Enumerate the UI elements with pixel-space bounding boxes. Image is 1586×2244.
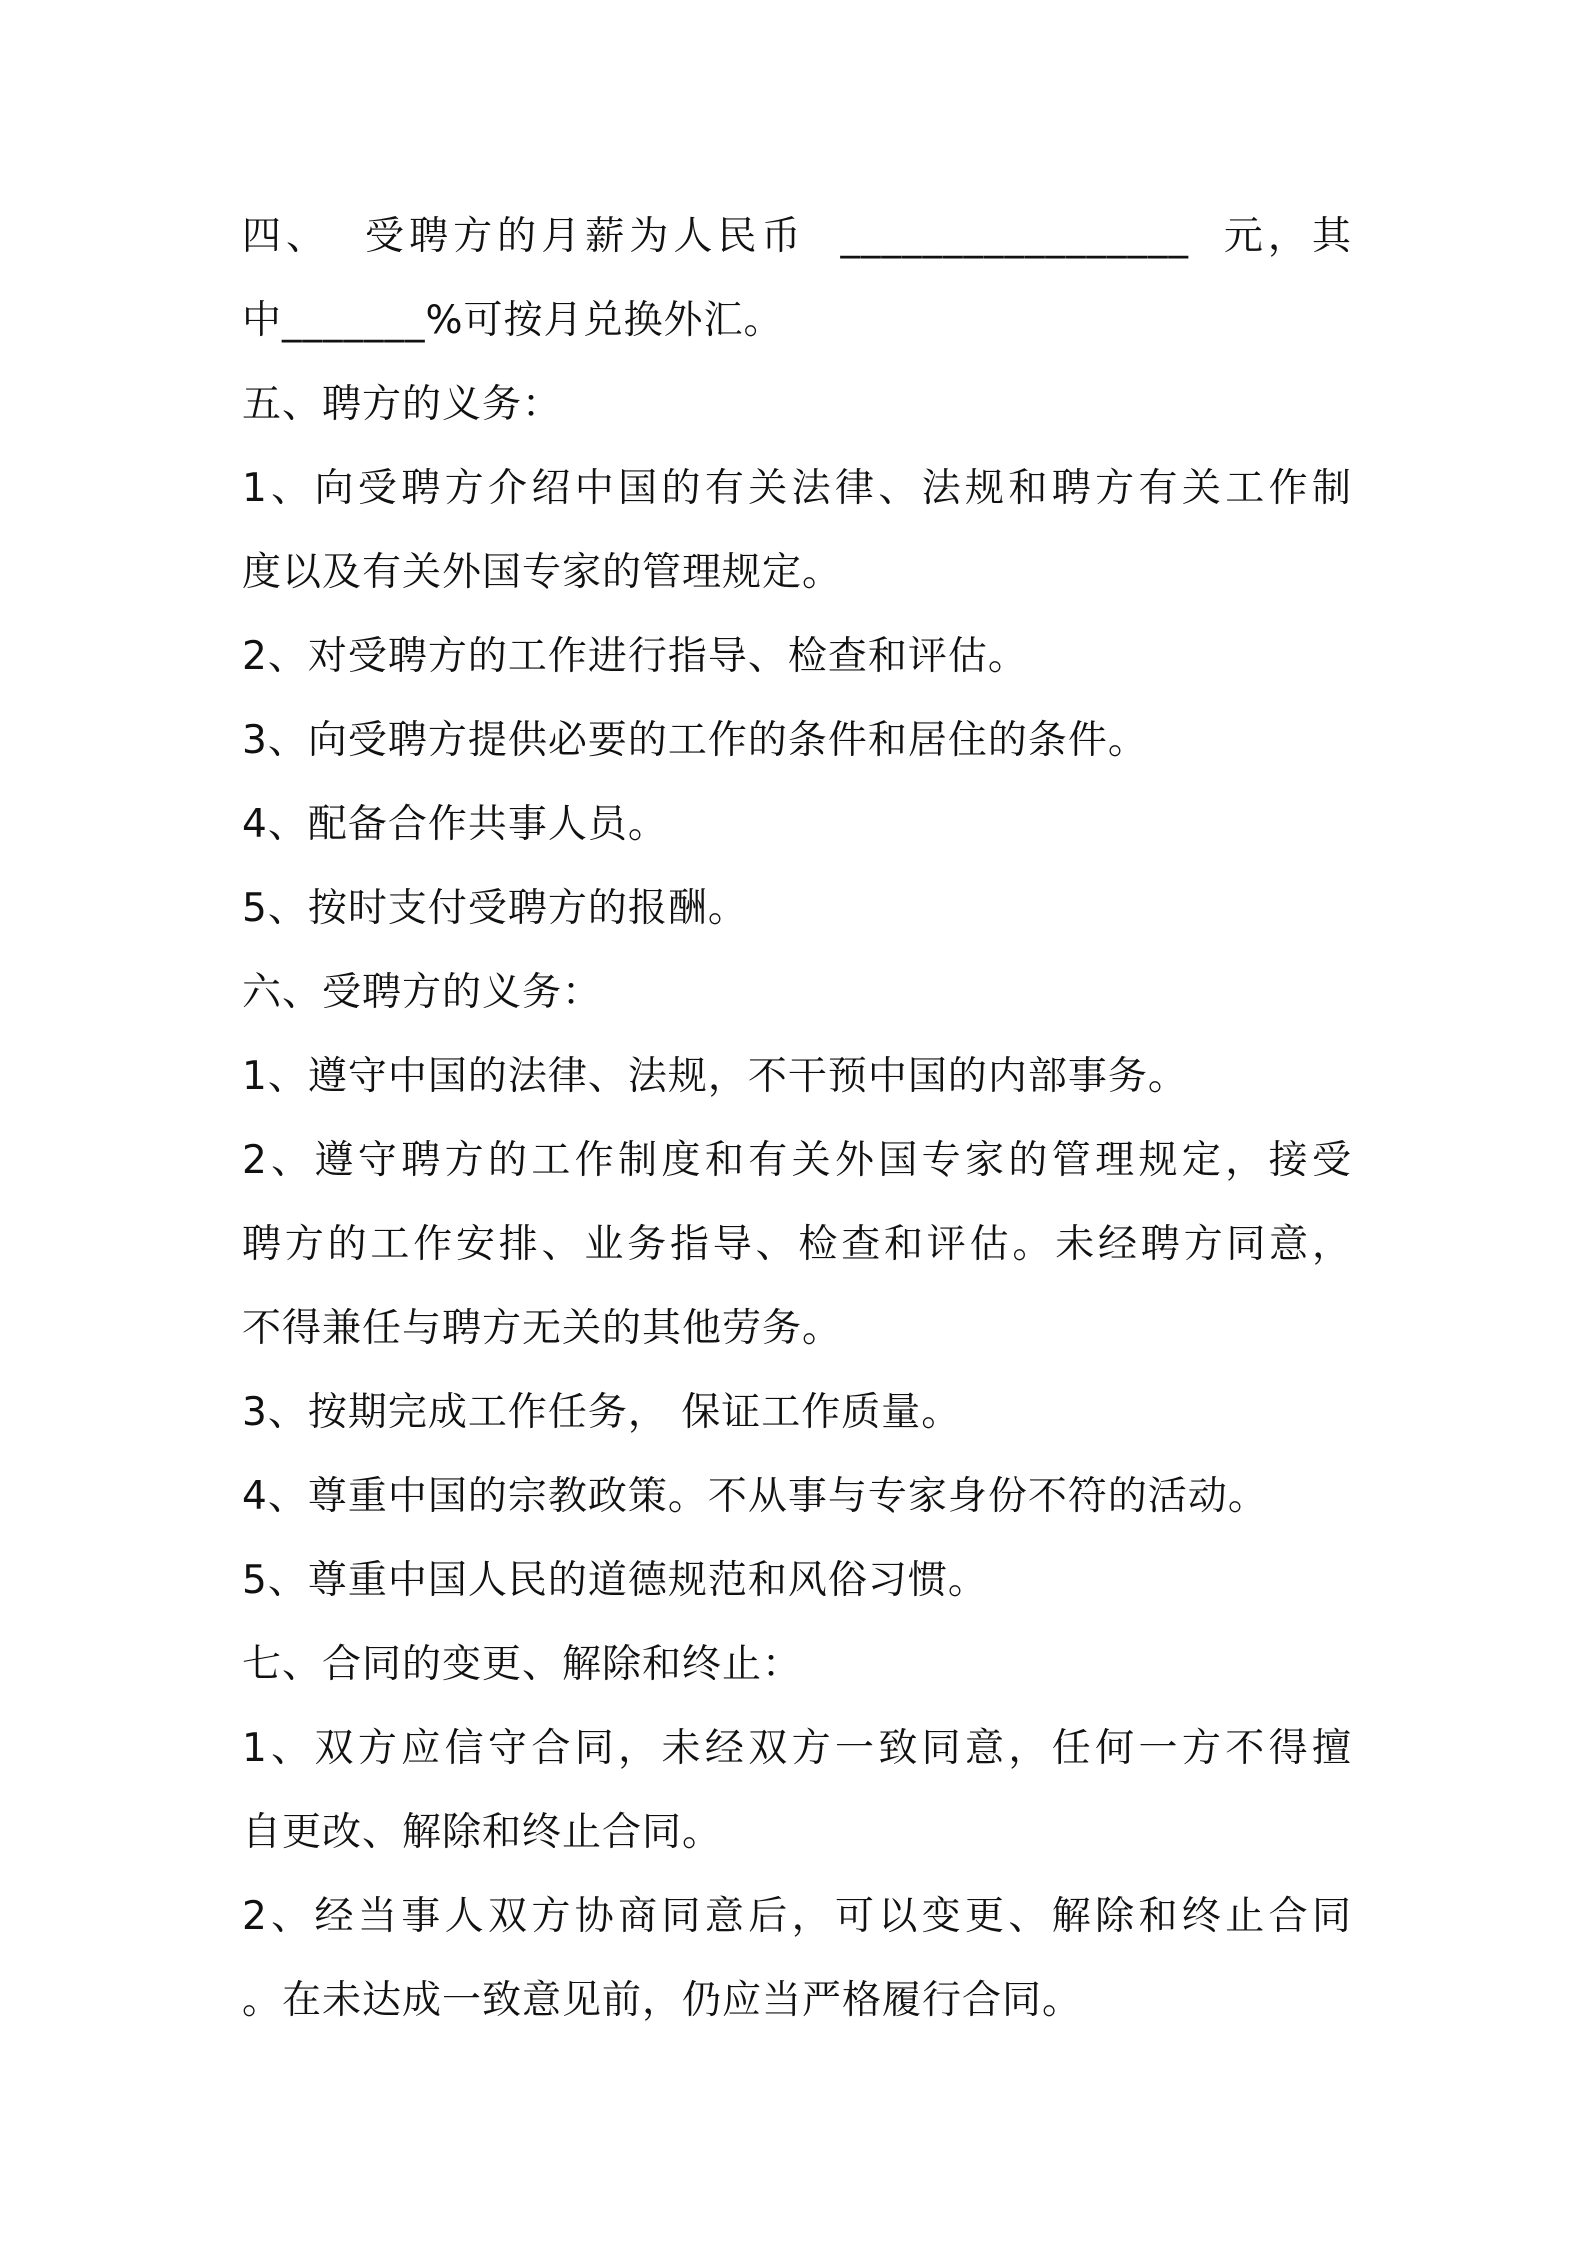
section-5-heading: 五、聘方的义务：: [242, 382, 563, 427]
section-6-item-2-line-1: 2、遵守聘方的工作制度和有关外国专家的管理规定，接受: [242, 1138, 1352, 1183]
section-5-item-4: 4、配备合作共事人员。: [242, 802, 668, 847]
section-6-item-1: 1、遵守中国的法律、法规，不干预中国的内部事务。: [242, 1054, 1188, 1099]
section-5-item-5: 5、按时支付受聘方的报酬。: [242, 886, 748, 931]
section-7-item-1-line-1: 1、双方应信守合同，未经双方一致同意，任何一方不得擅: [242, 1726, 1352, 1771]
section-6-item-4: 4、尊重中国的宗教政策。不从事与专家身份不符的活动。: [242, 1474, 1268, 1519]
section-7-item-1-line-2: 自更改、解除和终止合同。: [242, 1810, 723, 1855]
document-body: [242, 195, 1352, 2043]
section-7-item-2-line-2: 。在未达成一致意见前，仍应当严格履行合同。: [242, 1978, 1083, 2023]
section-5-item-2: 2、对受聘方的工作进行指导、检查和评估。: [242, 634, 1028, 679]
section-6-item-2-line-3: 不得兼任与聘方无关的其他劳务。: [242, 1306, 843, 1351]
section-6-item-5: 5、尊重中国人民的道德规范和风俗习惯。: [242, 1558, 988, 1603]
section-6-heading: 六、受聘方的义务：: [242, 970, 603, 1015]
clause-4-salary-line-2: 中_______%可按月兑换外汇。: [242, 298, 784, 343]
section-7-heading: 七、合同的变更、解除和终止：: [242, 1642, 803, 1687]
section-6-item-2-line-2: 聘方的工作安排、业务指导、检查和评估。未经聘方同意，: [242, 1222, 1352, 1267]
section-5-item-3: 3、向受聘方提供必要的工作的条件和居住的条件。: [242, 718, 1148, 763]
section-6-item-3: 3、按期完成工作任务， 保证工作质量。: [242, 1390, 962, 1435]
section-5-item-1-line-1: 1、向受聘方介绍中国的有关法律、法规和聘方有关工作制: [242, 466, 1352, 511]
section-7-item-2-line-1: 2、经当事人双方协商同意后，可以变更、解除和终止合同: [242, 1894, 1352, 1939]
clause-4-salary-line-1: 四、 受聘方的月薪为人民币 _________________ 元，其: [242, 214, 1352, 259]
section-5-item-1-line-2: 度以及有关外国专家的管理规定。: [242, 550, 843, 595]
